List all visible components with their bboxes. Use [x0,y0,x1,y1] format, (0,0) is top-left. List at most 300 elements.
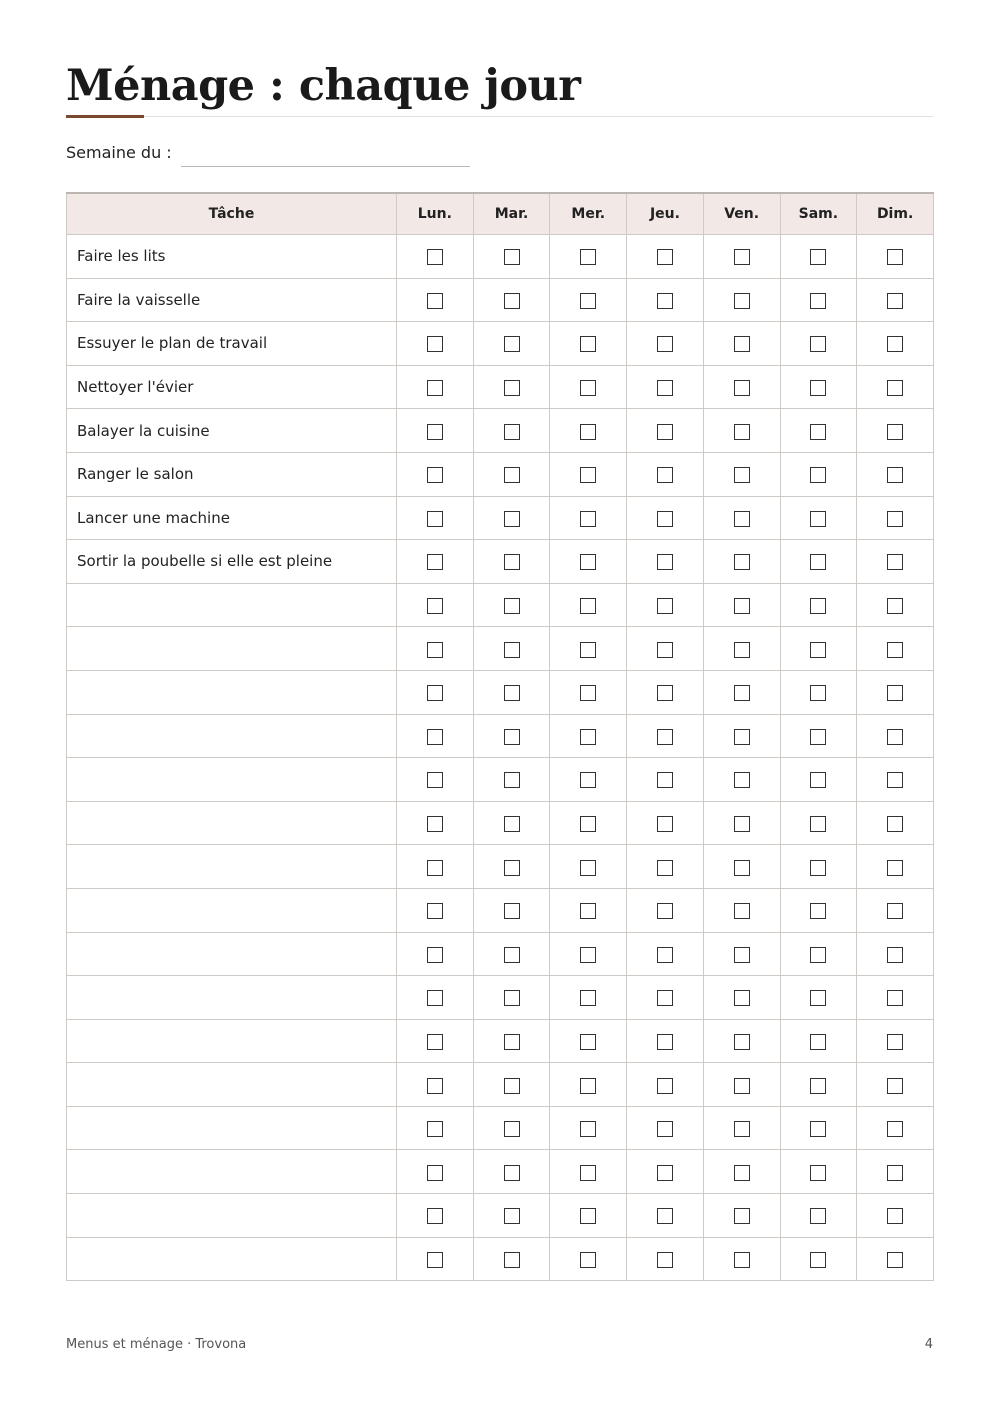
checkbox[interactable] [427,1078,443,1094]
day-cell-fri [703,670,780,714]
checkbox[interactable] [427,860,443,876]
day-cell-wed [550,1019,627,1063]
checkbox[interactable] [734,1165,750,1181]
checkbox[interactable] [504,947,520,963]
day-cell-mon [397,714,474,758]
checkbox[interactable] [657,1034,673,1050]
task-cell[interactable] [67,714,397,758]
checkbox[interactable] [580,642,596,658]
checkbox[interactable] [580,860,596,876]
checkbox[interactable] [504,554,520,570]
checkbox[interactable] [734,293,750,309]
checkbox[interactable] [887,1034,903,1050]
checkbox[interactable] [810,467,826,483]
checkbox[interactable] [580,947,596,963]
checkbox[interactable] [504,990,520,1006]
day-cell-wed [550,1150,627,1194]
checkbox[interactable] [504,1165,520,1181]
checkbox[interactable] [734,903,750,919]
chore-table [66,192,934,1281]
day-cell-fri [703,496,780,540]
day-cell-wed [550,278,627,322]
checkbox[interactable] [887,1078,903,1094]
checkbox[interactable] [887,1208,903,1224]
table-row [67,365,934,409]
checkbox[interactable] [810,1034,826,1050]
day-header-wed: Mer. [550,193,627,235]
day-cell-sat [780,1019,857,1063]
checkbox[interactable] [504,860,520,876]
checkbox[interactable] [504,511,520,527]
checkbox[interactable] [887,1252,903,1268]
day-cell-tue [473,714,550,758]
checkbox[interactable] [810,1252,826,1268]
day-cell-tue [473,322,550,366]
day-cell-sun [857,322,934,366]
checkbox[interactable] [657,860,673,876]
checkbox[interactable] [734,947,750,963]
checkbox[interactable] [580,249,596,265]
day-cell-thu [627,278,704,322]
day-cell-wed [550,322,627,366]
day-cell-thu [627,1237,704,1281]
checkbox[interactable] [580,772,596,788]
day-cell-wed [550,714,627,758]
day-cell-sat [780,714,857,758]
checkbox[interactable] [657,903,673,919]
task-cell[interactable] [67,670,397,714]
task-cell[interactable] [67,888,397,932]
table-row [67,932,934,976]
day-cell-thu [627,758,704,802]
task-cell[interactable] [67,1194,397,1238]
day-cell-fri [703,888,780,932]
day-cell-mon [397,670,474,714]
day-cell-wed [550,1194,627,1238]
checkbox[interactable] [427,293,443,309]
day-cell-sat [780,496,857,540]
checkbox[interactable] [887,293,903,309]
checkbox[interactable] [734,598,750,614]
checkbox[interactable] [427,511,443,527]
task-cell[interactable] [67,627,397,671]
table-row [67,1063,934,1107]
table-row [67,801,934,845]
day-cell-tue [473,583,550,627]
day-cell-thu [627,540,704,584]
checkbox[interactable] [734,1208,750,1224]
checkbox[interactable] [734,1252,750,1268]
day-cell-sat [780,1063,857,1107]
day-cell-fri [703,409,780,453]
day-header-thu: Jeu. [627,193,704,235]
checkbox[interactable] [580,990,596,1006]
checkbox[interactable] [427,990,443,1006]
day-cell-tue [473,627,550,671]
day-cell-fri [703,452,780,496]
day-cell-tue [473,888,550,932]
table-row [67,714,934,758]
task-cell[interactable] [67,1063,397,1107]
checkbox[interactable] [657,554,673,570]
checkbox[interactable] [427,1252,443,1268]
checkbox[interactable] [810,903,826,919]
checkbox[interactable] [657,772,673,788]
checkbox[interactable] [810,1208,826,1224]
checkbox[interactable] [427,554,443,570]
checkbox[interactable] [427,336,443,352]
day-cell-mon [397,322,474,366]
checkbox[interactable] [887,642,903,658]
task-cell[interactable] [67,1150,397,1194]
checkbox[interactable] [427,1034,443,1050]
checkbox[interactable] [810,990,826,1006]
task-cell[interactable]: Balayer la cuisine [67,409,397,453]
day-cell-tue [473,1194,550,1238]
checkbox[interactable] [657,642,673,658]
checkbox[interactable] [427,685,443,701]
task-cell[interactable] [67,1019,397,1063]
checkbox[interactable] [504,1078,520,1094]
day-cell-mon [397,1063,474,1107]
checkbox[interactable] [657,1252,673,1268]
task-cell[interactable]: Essuyer le plan de travail [67,322,397,366]
checkbox[interactable] [427,1208,443,1224]
checkbox[interactable] [657,729,673,745]
task-cell[interactable] [67,932,397,976]
checkbox[interactable] [657,380,673,396]
week-date-field[interactable] [181,166,470,167]
checkbox[interactable] [887,772,903,788]
day-cell-wed [550,670,627,714]
day-cell-mon [397,583,474,627]
day-cell-mon [397,1150,474,1194]
checkbox[interactable] [504,293,520,309]
table-row [67,235,934,279]
day-cell-mon [397,452,474,496]
checkbox[interactable] [734,1034,750,1050]
checkbox[interactable] [734,1078,750,1094]
day-cell-thu [627,322,704,366]
checkbox[interactable] [657,293,673,309]
checkbox[interactable] [427,772,443,788]
checkbox[interactable] [657,598,673,614]
checkbox[interactable] [580,467,596,483]
day-cell-sun [857,888,934,932]
checkbox[interactable] [887,511,903,527]
day-cell-fri [703,365,780,409]
day-cell-sun [857,1019,934,1063]
checkbox[interactable] [887,1121,903,1137]
checkbox[interactable] [427,598,443,614]
checkbox[interactable] [657,1165,673,1181]
checkbox[interactable] [810,947,826,963]
day-cell-sun [857,976,934,1020]
day-cell-sat [780,1237,857,1281]
checkbox[interactable] [580,1252,596,1268]
checkbox[interactable] [504,903,520,919]
checkbox[interactable] [504,1121,520,1137]
checkbox[interactable] [580,729,596,745]
checkbox[interactable] [887,554,903,570]
day-cell-mon [397,932,474,976]
checkbox[interactable] [427,467,443,483]
day-cell-sun [857,452,934,496]
day-cell-tue [473,976,550,1020]
day-cell-thu [627,888,704,932]
checkbox[interactable] [504,1252,520,1268]
checkbox[interactable] [734,249,750,265]
checkbox[interactable] [887,990,903,1006]
day-cell-sun [857,278,934,322]
checkbox[interactable] [657,249,673,265]
checkbox[interactable] [580,424,596,440]
table-row [67,845,934,889]
checkbox[interactable] [734,1121,750,1137]
checkbox[interactable] [427,1121,443,1137]
checkbox[interactable] [504,1208,520,1224]
checkbox[interactable] [887,1165,903,1181]
checkbox[interactable] [810,642,826,658]
table-row [67,322,934,366]
table-row [67,758,934,802]
table-row [67,409,934,453]
checkbox[interactable] [887,424,903,440]
checkbox[interactable] [810,511,826,527]
day-cell-sat [780,976,857,1020]
checkbox[interactable] [580,293,596,309]
day-cell-thu [627,235,704,279]
table-row [67,452,934,496]
page-number: 4 [924,1337,933,1352]
checkbox[interactable] [657,424,673,440]
checkbox[interactable] [580,1034,596,1050]
checkbox[interactable] [734,511,750,527]
checkbox[interactable] [887,598,903,614]
checkbox[interactable] [734,380,750,396]
checkbox[interactable] [427,947,443,963]
checkbox[interactable] [580,554,596,570]
day-cell-sat [780,409,857,453]
day-cell-mon [397,235,474,279]
checkbox[interactable] [657,685,673,701]
checkbox[interactable] [427,380,443,396]
checkbox[interactable] [810,772,826,788]
day-cell-tue [473,758,550,802]
checkbox[interactable] [504,380,520,396]
checkbox[interactable] [580,336,596,352]
day-cell-tue [473,845,550,889]
day-cell-thu [627,801,704,845]
task-cell[interactable]: Sortir la poubelle si elle est pleine [67,540,397,584]
checkbox[interactable] [887,336,903,352]
checkbox[interactable] [657,1121,673,1137]
day-cell-tue [473,1237,550,1281]
checkbox[interactable] [887,685,903,701]
day-cell-thu [627,627,704,671]
checkbox[interactable] [887,249,903,265]
checkbox[interactable] [734,816,750,832]
checkbox[interactable] [887,467,903,483]
checkbox[interactable] [580,1078,596,1094]
checkbox[interactable] [657,336,673,352]
table-row [67,1237,934,1281]
day-cell-sat [780,758,857,802]
day-cell-fri [703,627,780,671]
checkbox[interactable] [734,860,750,876]
checkbox[interactable] [427,1165,443,1181]
task-cell[interactable] [67,801,397,845]
day-cell-tue [473,1106,550,1150]
checkbox[interactable] [657,1208,673,1224]
checkbox[interactable] [580,816,596,832]
checkbox[interactable] [657,467,673,483]
task-cell[interactable]: Ranger le salon [67,452,397,496]
checkbox[interactable] [810,598,826,614]
checkbox[interactable] [810,380,826,396]
checkbox[interactable] [734,772,750,788]
checkbox[interactable] [810,1165,826,1181]
checkbox[interactable] [427,903,443,919]
day-cell-fri [703,235,780,279]
day-cell-sun [857,540,934,584]
checkbox[interactable] [734,685,750,701]
checkbox[interactable] [734,467,750,483]
task-column-header: Tâche [67,193,397,235]
day-cell-fri [703,845,780,889]
checkbox[interactable] [504,729,520,745]
title-divider [66,116,933,117]
checkbox[interactable] [657,511,673,527]
task-cell[interactable]: Lancer une machine [67,496,397,540]
checkbox[interactable] [657,816,673,832]
day-cell-thu [627,583,704,627]
checkbox[interactable] [427,642,443,658]
day-cell-tue [473,1150,550,1194]
checkbox[interactable] [504,249,520,265]
checkbox[interactable] [734,990,750,1006]
task-cell[interactable] [67,1237,397,1281]
checkbox[interactable] [427,816,443,832]
checkbox[interactable] [580,598,596,614]
checkbox[interactable] [504,685,520,701]
checkbox[interactable] [810,685,826,701]
task-cell[interactable]: Nettoyer l'évier [67,365,397,409]
day-cell-sat [780,888,857,932]
checkbox[interactable] [734,554,750,570]
checkbox[interactable] [887,947,903,963]
day-cell-wed [550,801,627,845]
checkbox[interactable] [887,816,903,832]
day-cell-thu [627,1019,704,1063]
checkbox[interactable] [810,729,826,745]
checkbox[interactable] [734,642,750,658]
task-cell[interactable]: Faire la vaisselle [67,278,397,322]
day-cell-thu [627,1063,704,1107]
task-cell[interactable] [67,583,397,627]
day-header-sun: Dim. [857,193,934,235]
checkbox[interactable] [580,511,596,527]
checkbox[interactable] [810,336,826,352]
checkbox[interactable] [657,947,673,963]
task-cell[interactable]: Faire les lits [67,235,397,279]
task-cell[interactable] [67,1106,397,1150]
checkbox[interactable] [810,554,826,570]
day-cell-fri [703,1237,780,1281]
checkbox[interactable] [504,772,520,788]
checkbox[interactable] [427,729,443,745]
checkbox[interactable] [580,903,596,919]
day-cell-sat [780,1106,857,1150]
table-row [67,1194,934,1238]
checkbox[interactable] [657,1078,673,1094]
day-cell-sat [780,365,857,409]
task-cell[interactable] [67,976,397,1020]
day-cell-wed [550,627,627,671]
checkbox[interactable] [580,1121,596,1137]
day-cell-mon [397,409,474,453]
day-cell-sun [857,1194,934,1238]
checkbox[interactable] [887,729,903,745]
checkbox[interactable] [504,598,520,614]
day-cell-fri [703,1019,780,1063]
checkbox[interactable] [810,293,826,309]
checkbox[interactable] [580,685,596,701]
day-cell-fri [703,1194,780,1238]
title-accent-bar [66,115,144,118]
checkbox[interactable] [427,249,443,265]
checkbox[interactable] [427,424,443,440]
checkbox[interactable] [810,1078,826,1094]
checkbox[interactable] [580,380,596,396]
checkbox[interactable] [887,860,903,876]
day-cell-sun [857,670,934,714]
day-cell-wed [550,1106,627,1150]
checkbox[interactable] [504,424,520,440]
day-cell-tue [473,409,550,453]
day-cell-wed [550,976,627,1020]
checkbox[interactable] [734,336,750,352]
checkbox[interactable] [657,990,673,1006]
day-cell-thu [627,845,704,889]
checkbox[interactable] [580,1165,596,1181]
day-cell-thu [627,976,704,1020]
checkbox[interactable] [734,729,750,745]
checkbox[interactable] [810,249,826,265]
checkbox[interactable] [810,816,826,832]
table-row [67,670,934,714]
checkbox[interactable] [810,860,826,876]
day-cell-sun [857,1150,934,1194]
checkbox[interactable] [887,903,903,919]
checkbox[interactable] [887,380,903,396]
checkbox[interactable] [580,1208,596,1224]
checkbox[interactable] [504,336,520,352]
task-cell[interactable] [67,758,397,802]
task-cell[interactable] [67,845,397,889]
checkbox[interactable] [734,424,750,440]
day-cell-thu [627,1194,704,1238]
checkbox[interactable] [504,642,520,658]
checkbox[interactable] [504,1034,520,1050]
checkbox[interactable] [810,1121,826,1137]
table-row [67,278,934,322]
day-cell-sun [857,583,934,627]
checkbox[interactable] [504,816,520,832]
checkbox[interactable] [810,424,826,440]
checkbox[interactable] [504,467,520,483]
day-cell-mon [397,496,474,540]
